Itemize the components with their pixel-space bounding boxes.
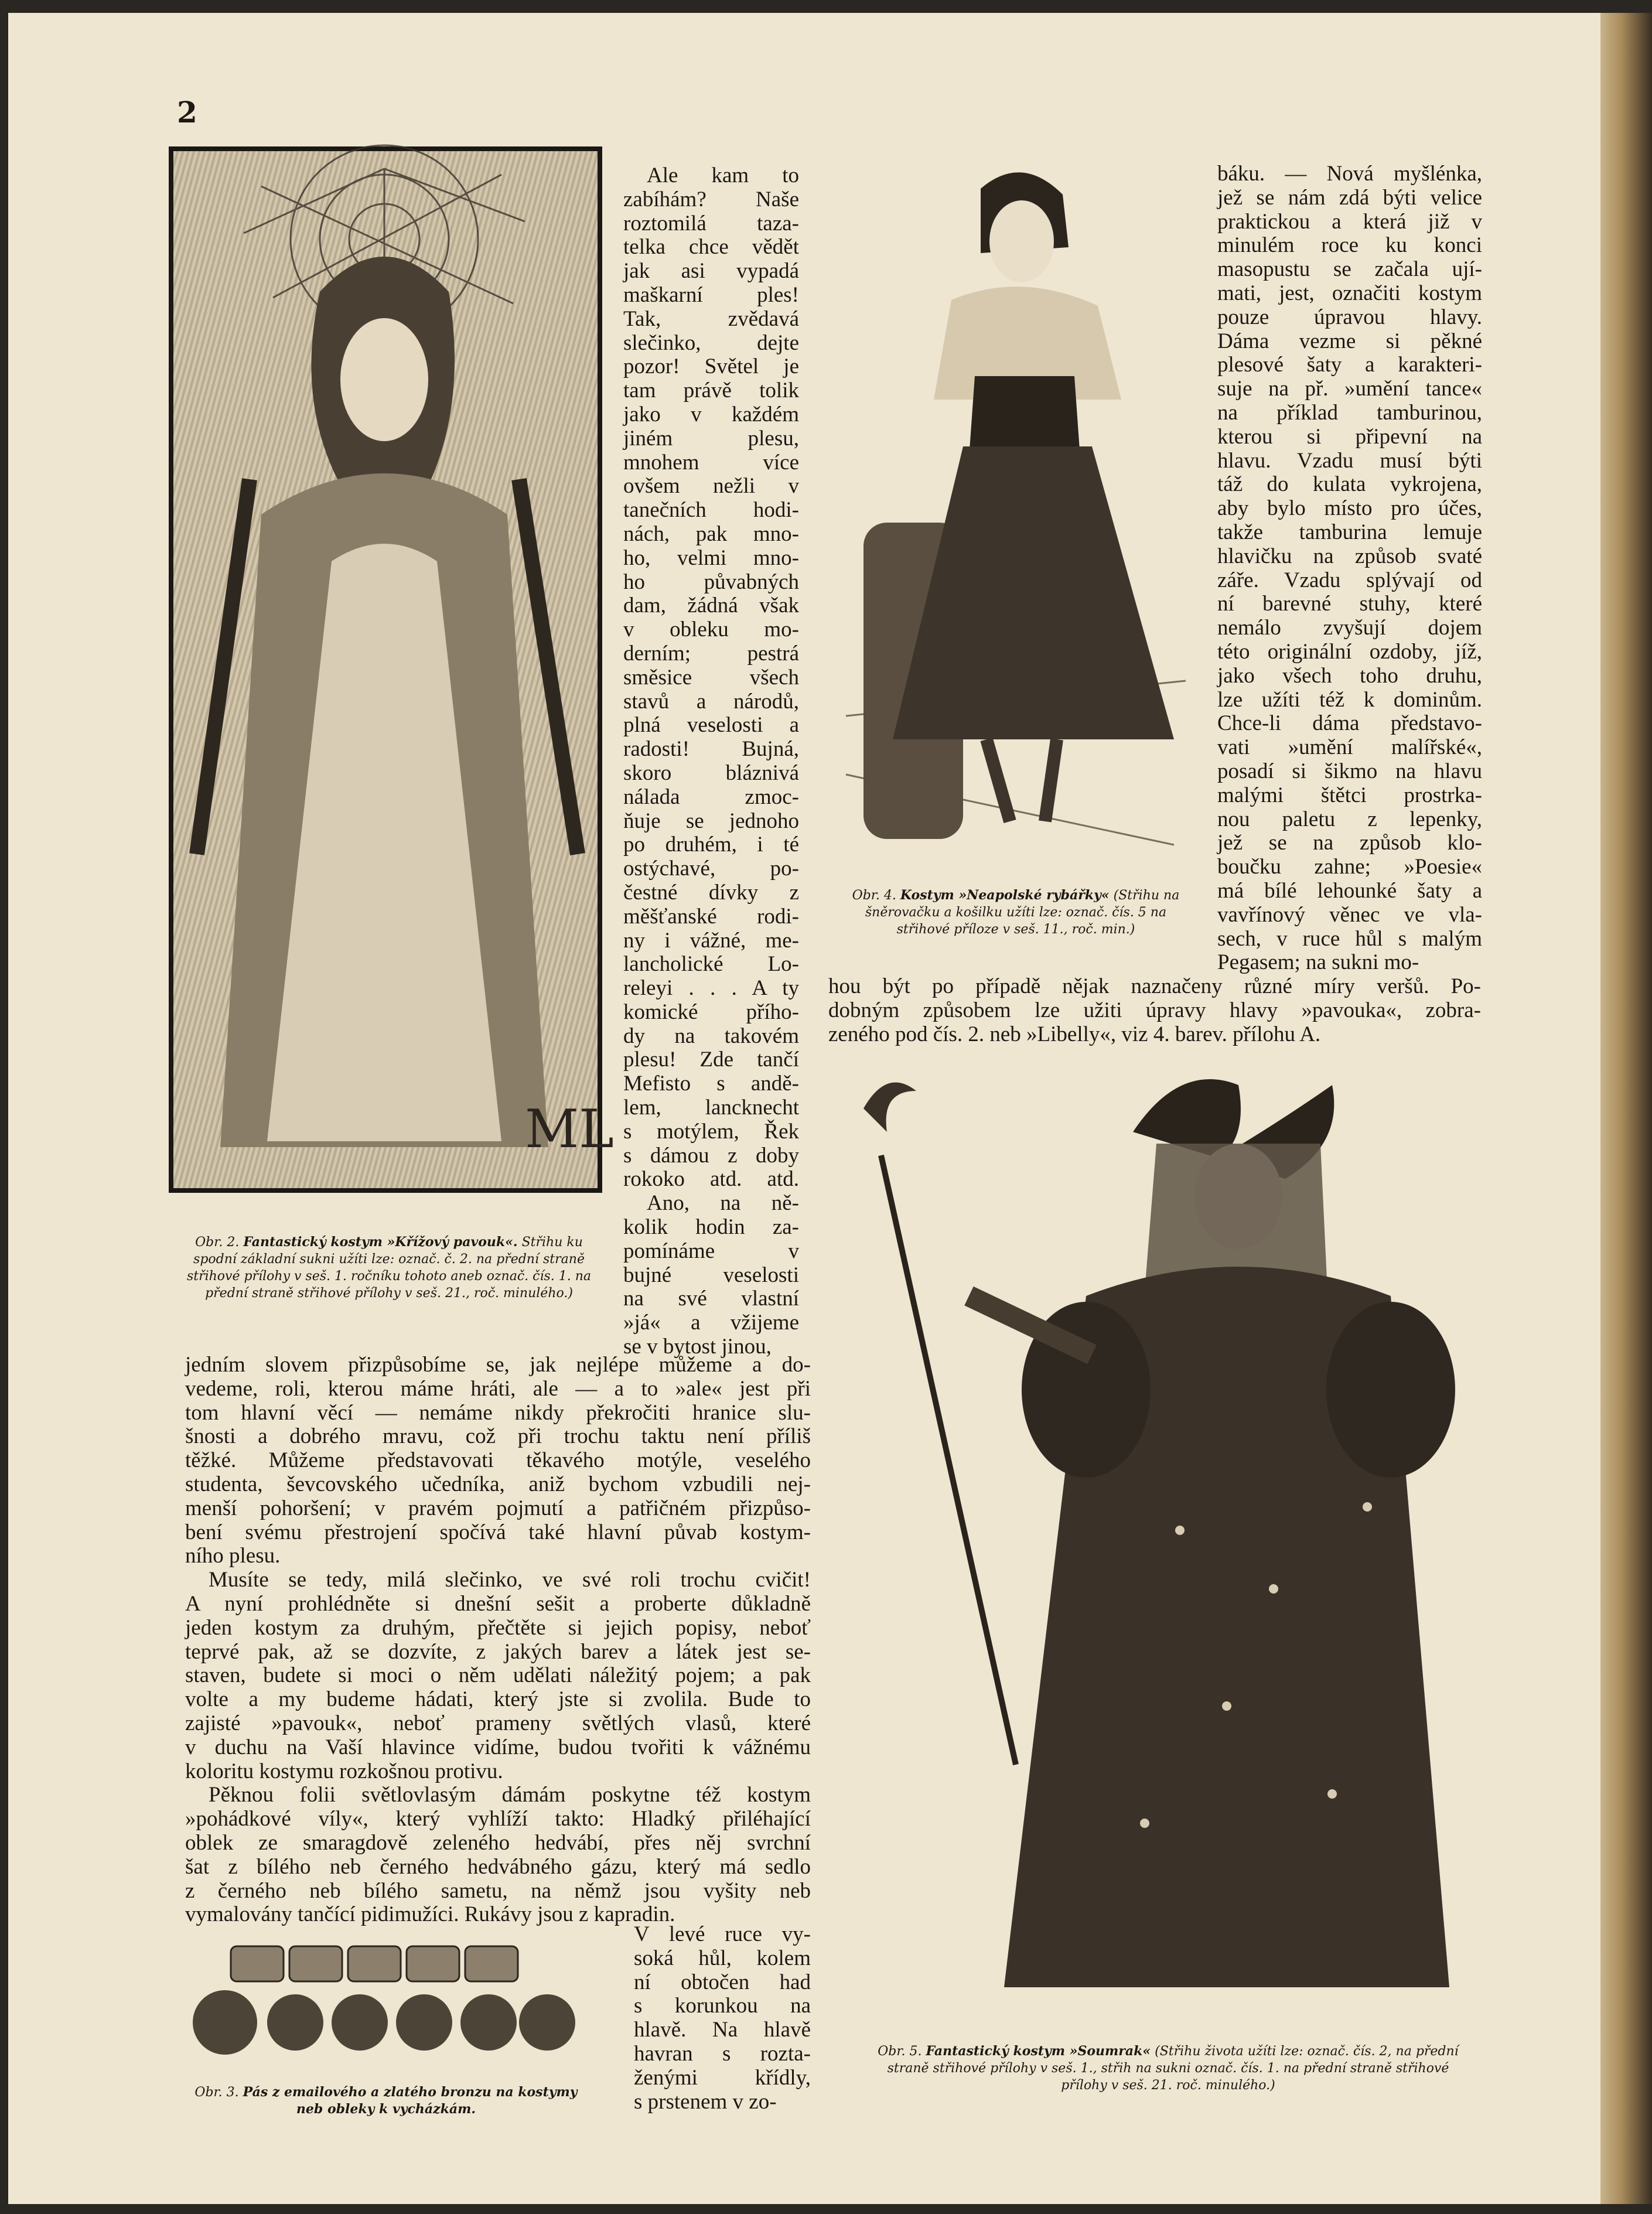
text-line: koloritu kostymu rozkošnou protivu.	[185, 1759, 503, 1783]
text-line: stavů a národů,	[623, 689, 799, 714]
text-line: jiném plesu,	[623, 426, 799, 451]
text-line: Tak, zvědavá	[623, 306, 799, 331]
text-line: kterou si připevní na	[1217, 424, 1482, 449]
figure-twilight-costume	[828, 1062, 1496, 2022]
figure-2-number: Obr. 2.	[195, 1235, 240, 1250]
text-line: po druhém, i té	[623, 833, 799, 857]
text-line: pouze úpravou hlavy.	[1217, 305, 1482, 329]
figure-4-title: Kostym »Neapolské rybářky«	[900, 888, 1110, 903]
text-line: bení svému přestrojení spočívá také hlavní půvab kostym-	[185, 1520, 811, 1544]
text-line: bujné veselosti	[623, 1263, 799, 1287]
text-line: A nyní prohlédněte si dnešní sešit a proberte důkladně	[185, 1591, 811, 1616]
text-line: nou paletu z lepenky,	[1217, 807, 1482, 831]
text-line: Chce-li dáma představo-	[1217, 711, 1482, 736]
text-line: komické přího-	[623, 999, 799, 1024]
magazine-page	[8, 13, 1600, 2204]
text-line: tom hlavní věcí — nemáme nikdy překročiti hranice slu-	[185, 1400, 811, 1425]
text-line: hou být po případě nějak naznačeny různé míry veršů. Po-	[828, 974, 1481, 998]
text-line: takže tamburina lemuje	[1217, 520, 1482, 544]
figure-3-caption	[184, 2084, 588, 2118]
text-line: ňuje se jednoho	[623, 808, 799, 833]
text-line: roztomilá taza-	[623, 211, 799, 236]
adjacent-page-edge	[1600, 13, 1652, 2204]
figure-2-text: Střihu ku spodní základní sukni užíti lze: označ. č. 2. na přední straně střihové přílohy v seš. 1. ročníku tohoto aneb označ. čís. 1. na přední straně střihové přílohy v seš. 21., roč. minulého.)	[186, 1235, 592, 1301]
text-line: v obleku mo-	[623, 618, 799, 642]
figure-4-number: Obr. 4.	[852, 888, 896, 903]
figure-5-number: Obr. 5.	[878, 2044, 922, 2059]
figure-4-text: (Střihu na šněrovačku a košilku užíti lze: označ. čís. 5 na střihové příloze v seš. 11., roč. min.)	[865, 888, 1180, 937]
text-line: staven, budete si moci o něm udělati náležitý pojem; a pak	[185, 1663, 811, 1688]
text-line: aby bylo místo pro účes,	[1217, 496, 1482, 521]
text-line: zeného pod čís. 2. neb »Libelly«, viz 4. barev. přílohu A.	[828, 1022, 1321, 1046]
text-line: ostýchavé, po-	[623, 857, 799, 881]
text-line: ovšem nežli v	[623, 474, 799, 499]
figure-fisherwoman-costume	[846, 153, 1186, 862]
text-line: se v bytost jinou,	[623, 1335, 772, 1359]
text-line: ny i vážné, me-	[623, 928, 799, 953]
text-line: ho půvabných	[623, 569, 799, 594]
text-line: ženými křídly,	[634, 2065, 811, 2090]
text-line: vedeme, roli, kterou máme hráti, ale — a to »ale« jest při	[185, 1376, 811, 1401]
text-line: šat z bílého neb černého hedvábného gázu, který má sedlo	[185, 1854, 811, 1879]
text-line: telka chce vědět	[623, 235, 799, 260]
figure-2-title: Fantastický kostym »Křížový pavouk«.	[243, 1234, 518, 1250]
spider-costume-illustration	[173, 151, 614, 1188]
figure-spider-costume	[169, 146, 614, 1193]
text-line: minulém roce ku konci	[1217, 233, 1482, 258]
page-number: 2	[177, 95, 197, 129]
text-line: dobným způsobem lze užiti úpravy hlavy »pavouka«, zobra-	[828, 998, 1481, 1022]
text-line: tam právě tolik	[623, 378, 799, 403]
article-column-right	[1217, 162, 1482, 975]
text-line: z černého neb bílého sametu, na němž jsou vyšity neb	[185, 1878, 811, 1903]
text-line: má bílé lehounké šaty a	[1217, 878, 1482, 903]
text-line: posadí si šikmo na hlavu	[1217, 759, 1482, 783]
text-line: releyi . . . A ty	[623, 976, 799, 1001]
text-line: v duchu na Vaší hlavince vidíme, budou tvořiti k vážnému	[185, 1735, 811, 1759]
text-line: šnosti a dobrého mravu, což při trochu taktu není příliš	[185, 1424, 811, 1449]
text-line: kolik hodin za-	[623, 1215, 799, 1240]
text-line: studenta, ševcovského učedníka, aniž bychom vzbudili nej-	[185, 1472, 811, 1496]
text-line: hlavu. Vzadu musí býti	[1217, 448, 1482, 473]
text-line: těžké. Můžeme představovati těkavého motýle, veselého	[185, 1448, 811, 1473]
text-line: radosti! Bujná,	[623, 737, 799, 762]
text-line: praktickou a která již v	[1217, 209, 1482, 234]
text-line: jeden kostym za druhým, přečtěte si jejich popisy, neboť	[185, 1615, 811, 1640]
text-line: soká hůl, kolem	[634, 1946, 811, 1970]
text-line: s prstenem v zo-	[634, 2089, 777, 2114]
text-line: vati »umění malířské«,	[1217, 735, 1482, 760]
svg-text:ML: ML	[525, 1099, 614, 1160]
text-line: na příklad tamburinou,	[1217, 400, 1482, 425]
article-column-right-wide	[828, 975, 1481, 1046]
article-column-middle	[623, 164, 799, 1359]
text-line: ního plesu.	[185, 1544, 281, 1568]
text-line: záře. Vzadu splývají od	[1217, 568, 1482, 592]
text-line: této originální ozdoby, jíž,	[1217, 639, 1482, 664]
text-line: oblek ze smaragdově zeleného hedvábí, přes něj svrchní	[185, 1830, 811, 1855]
text-line: jež se na způsob klo-	[1217, 831, 1482, 855]
text-line: mati, jest, označiti kostym	[1217, 281, 1482, 305]
text-line: s dámou z doby	[623, 1143, 799, 1168]
text-line: nemálo zvyšují dojem	[1217, 616, 1482, 640]
text-line: lze užíti též k dominům.	[1217, 687, 1482, 712]
text-line: havran s rozta-	[634, 2041, 811, 2066]
text-line: malými štětci prostrka-	[1217, 783, 1482, 807]
text-line: sech, v ruce hůl s malým	[1217, 926, 1482, 951]
text-line: masopustu se začala ují-	[1217, 257, 1482, 282]
text-line: dam, žádná však	[623, 593, 799, 618]
text-line: plesu! Zde tančí	[623, 1048, 799, 1072]
figure-belt	[178, 1935, 588, 2069]
figure-5-title: Fantastický kostym »Soumrak«	[926, 2044, 1151, 2059]
text-line: skoro bláznivá	[623, 760, 799, 785]
text-line: lancholické Lo-	[623, 952, 799, 977]
text-line: jako v každém	[623, 402, 799, 427]
text-line: čestné dívky z	[623, 880, 799, 905]
text-line: mnohem více	[623, 450, 799, 475]
text-line: plná veselosti a	[623, 713, 799, 738]
figure-3-text: Pás z emailového a zlatého bronzu na kostymy neb obleky k vycházkám.	[243, 2085, 578, 2117]
text-line: »pohádkové víly«, který vyhlíží takto: Hladký přiléhající	[185, 1807, 811, 1831]
text-line: »já« a vžijeme	[623, 1311, 799, 1335]
text-line: Dáma vezme si pěkné	[1217, 329, 1482, 353]
text-line: s motýlem, Řek	[623, 1119, 799, 1144]
text-line: ho, velmi mno-	[623, 545, 799, 570]
text-line: zajisté »pavouk«, neboť prameny světlých vlasů, které	[185, 1711, 811, 1735]
text-line: báku. — Nová myšlénka,	[1217, 162, 1482, 186]
text-line: jako všech toho druhu,	[1217, 663, 1482, 688]
figure-5-caption	[863, 2043, 1473, 2094]
text-line: jedním slovem přizpůsobíme se, jak nejlépe můžeme a do-	[185, 1353, 811, 1377]
text-line: ní obtočen had	[634, 1970, 811, 1994]
text-line: Pegasem; na sukni mo-	[1217, 950, 1419, 975]
text-line: teprvé pak, až se dozvíte, z jakých barev a látek jest se-	[185, 1639, 811, 1664]
twilight-illustration	[828, 1062, 1496, 2022]
text-line: maškarní ples!	[623, 282, 799, 307]
text-line: pomínáme v	[623, 1239, 799, 1263]
text-line: Musíte se tedy, milá slečinko, ve své roli trochu cvičit!	[209, 1568, 811, 1592]
text-line: Mefisto s andě-	[623, 1072, 799, 1096]
text-line: s korunkou na	[634, 1994, 811, 2018]
figure-4-caption	[840, 887, 1192, 938]
text-line: volte a my budeme hádati, který jste si zvolila. Bude to	[185, 1687, 811, 1712]
text-line: hlavičku na způsob svaté	[1217, 544, 1482, 568]
text-line: Ano, na ně-	[647, 1191, 799, 1216]
text-line: lem, lancknecht	[623, 1096, 799, 1120]
text-line: tanečních hodi-	[623, 498, 799, 523]
text-line: suje na př. »umění tance«	[1217, 377, 1482, 401]
text-line: rokoko atd. atd.	[623, 1167, 799, 1192]
text-line: táž do kulata vykrojena,	[1217, 472, 1482, 497]
text-line: jež se nám zdá býti velice	[1217, 185, 1482, 210]
article-column-left-wide	[185, 1353, 811, 1927]
text-line: směsice všech	[623, 665, 799, 690]
text-line: nálada zmoc-	[623, 784, 799, 809]
text-line: Ale kam to	[647, 163, 799, 187]
text-line: zabíhám? Naše	[623, 187, 799, 211]
figure-3-number: Obr. 3.	[194, 2085, 239, 2100]
text-line: slečinko, dejte	[623, 330, 799, 355]
belt-illustration	[178, 1935, 588, 2069]
text-line: na své vlastní	[623, 1287, 799, 1311]
text-line: měšťanské rodi-	[623, 904, 799, 929]
text-line: jak asi vypadá	[623, 259, 799, 284]
text-line: ní barevné stuhy, které	[1217, 592, 1482, 616]
article-column-bottom	[634, 1923, 811, 2114]
text-line: nách, pak mno-	[623, 521, 799, 546]
text-line: vymalovány tančící pidimužíci. Rukávy jsou z kapradin.	[185, 1902, 675, 1927]
text-line: plesové šaty a karakteri-	[1217, 353, 1482, 377]
text-line: dy na takovém	[623, 1024, 799, 1048]
text-line: Pěknou folii světlovlasým dámám poskytne též kostym	[209, 1783, 811, 1807]
text-line: V levé ruce vy-	[634, 1922, 811, 1946]
text-line: vavřínový věnec ve vla-	[1217, 902, 1482, 927]
text-line: menší pohoršení; v pravém pojmutí a patřičném přizpůso-	[185, 1496, 811, 1520]
fisherwoman-illustration	[846, 153, 1186, 862]
figure-2-caption	[184, 1234, 594, 1302]
text-line: derním; pestrá	[623, 641, 799, 666]
text-line: pozor! Světel je	[623, 354, 799, 379]
text-line: hlavě. Na hlavě	[634, 2018, 811, 2042]
text-line: boučku zahne; »Poesie«	[1217, 855, 1482, 879]
figure-5-text: (Střihu života užíti lze: označ. čís. 2, na přední straně střihové přílohy v seš. 1., střih na sukni označ. čís. 1. na přední straně střihové přílohy v seš. 21. roč. minulého.)	[887, 2044, 1459, 2093]
